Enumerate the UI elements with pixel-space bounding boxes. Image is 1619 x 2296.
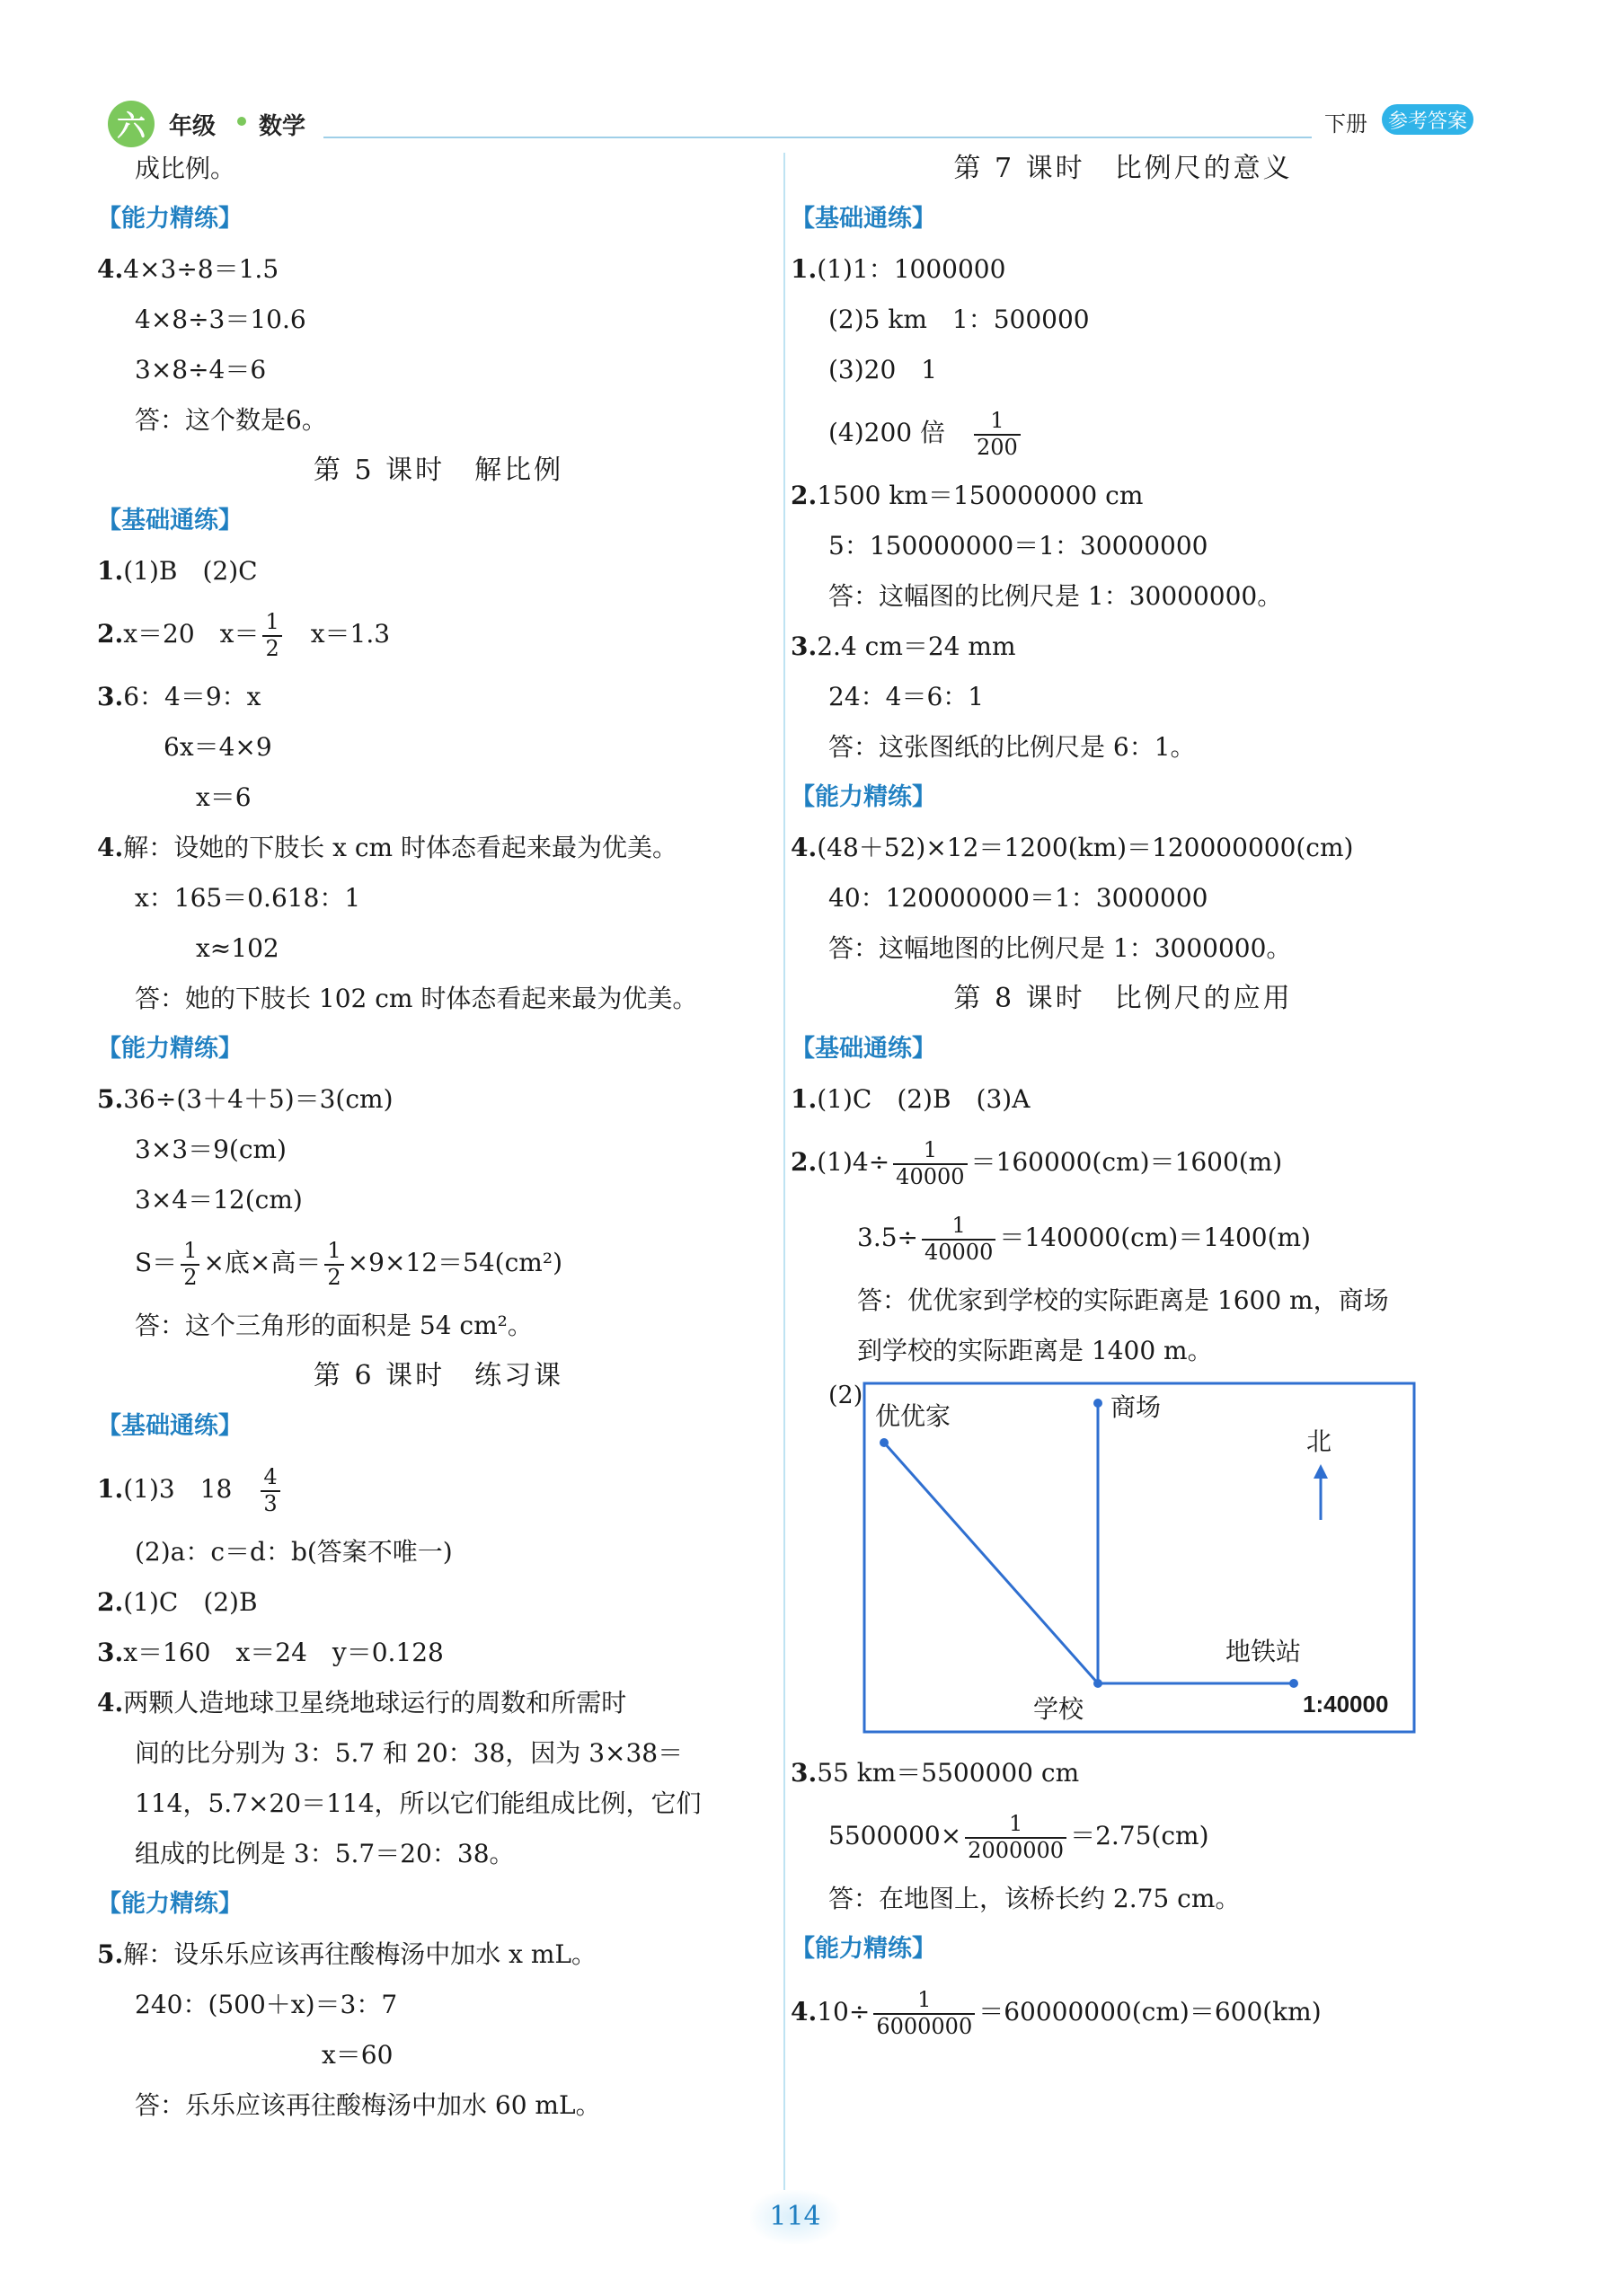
answer-line: x：165＝0.618：1	[135, 883, 361, 913]
numerator: 1	[183, 1237, 198, 1263]
answer-statement: 答：在地图上，该桥长约 2.75 cm。	[828, 1884, 1241, 1913]
scale-map	[863, 1382, 1420, 1737]
lesson-title: 第 7 课时 比例尺的意义	[953, 153, 1293, 184]
answer-statement: 答：优优家到学校的实际距离是 1600 m，商场	[857, 1285, 1389, 1315]
fraction	[181, 1239, 199, 1290]
answer-line: 240：(500＋x)＝3：7	[135, 1990, 398, 2019]
denominator: 3	[261, 1490, 279, 1517]
map-question-label: (2)	[828, 1382, 863, 1409]
question-number: 2.	[791, 1147, 818, 1177]
answer-text: (48＋52)×12＝1200(km)＝120000000(cm)	[817, 833, 1354, 862]
answer-line: 114，5.7×20＝114，所以它们能组成比例，它们	[135, 1788, 702, 1818]
answer-text: (1)3 18	[123, 1474, 258, 1504]
grade-label: 年级	[169, 113, 217, 140]
answer-line	[97, 596, 780, 672]
answer-text: (1)4÷	[817, 1147, 890, 1177]
fraction	[974, 409, 1021, 460]
answer-line: 4×8÷3＝10.6	[135, 305, 306, 334]
section-heading: 【基础通练】	[97, 1412, 243, 1440]
header-dot-icon	[237, 117, 246, 126]
section-heading: 【基础通练】	[791, 205, 936, 233]
numerator: 1	[1008, 1810, 1023, 1836]
answer-line: 3×3＝9(cm)	[135, 1135, 287, 1164]
answer-line	[97, 1678, 780, 1728]
question-number: 3.	[791, 1758, 818, 1788]
answer-text: (1)B (2)C	[123, 556, 258, 586]
answer-line	[97, 1225, 780, 1301]
answer-text: ×底×高＝	[203, 1248, 322, 1277]
fraction	[922, 1214, 995, 1265]
answer-text: x＝1.3	[285, 619, 391, 649]
answer-statement: 答：这个数是6。	[135, 405, 327, 435]
answer-text: 10÷	[817, 1997, 871, 2027]
denominator: 6000000	[873, 2013, 975, 2040]
answer-text: ＝140000(cm)＝1400(m)	[999, 1223, 1311, 1252]
question-number: 4.	[97, 254, 124, 284]
answer-text: 解：设她的下肢长 x cm 时体态看起来最为优美。	[123, 833, 677, 862]
denominator: 2	[181, 1264, 199, 1291]
answer-text: ＝60000000(cm)＝600(km)	[978, 1997, 1322, 2027]
question-number: 1.	[791, 1084, 818, 1114]
answer-line: 6x＝4×9	[164, 732, 272, 762]
answer-line	[791, 1798, 1455, 1874]
answer-text: ＝2.75(cm)	[1070, 1821, 1209, 1850]
answer-line: 24：4＝6：1	[828, 682, 985, 711]
denominator: 2000000	[965, 1837, 1066, 1864]
answer-key-badge: 参考答案	[1382, 104, 1473, 135]
answer-statement: 到学校的实际距离是 1400 m。	[857, 1336, 1213, 1365]
question-number: 2.	[791, 481, 818, 510]
answer-line: 3×8÷4＝6	[135, 355, 267, 384]
left-column	[97, 144, 780, 2224]
section-heading: 【能力精练】	[791, 1935, 936, 1963]
answer-line	[97, 546, 780, 596]
north-arrowhead-icon	[1314, 1464, 1328, 1479]
answer-line: x＝60	[322, 2040, 394, 2070]
answer-line	[791, 395, 1455, 471]
answer-text: (1)1：1000000	[817, 254, 1006, 284]
answer-line	[791, 622, 1455, 672]
subway-label: 地铁站	[1225, 1637, 1302, 1666]
answer-line	[97, 1452, 780, 1527]
question-number: 2.	[97, 619, 124, 649]
answer-text: ＝160000(cm)＝1600(m)	[970, 1147, 1283, 1177]
question-number: 5.	[97, 1939, 124, 1969]
question-number: 4.	[791, 1997, 818, 2027]
map-figure	[791, 1376, 1455, 1743]
answer-line	[97, 1930, 780, 1980]
answer-text: 55 km＝5500000 cm	[817, 1758, 1080, 1788]
subway-point	[1289, 1679, 1298, 1688]
question-number: 5.	[97, 1084, 124, 1114]
grade-badge: 六	[108, 101, 155, 147]
answer-line	[791, 471, 1455, 521]
denominator: 2	[262, 635, 281, 662]
answer-line: x＝6	[196, 782, 252, 812]
map-frame	[864, 1383, 1414, 1732]
answer-text: 3.5÷	[857, 1223, 918, 1252]
home-label: 优优家	[875, 1401, 951, 1431]
answer-line: 间的比分别为 3：5.7 和 20：38，因为 3×38＝	[135, 1738, 684, 1768]
answer-text: (1)C (2)B	[123, 1587, 258, 1617]
volume-label: 下册	[1324, 111, 1367, 137]
answer-line: x≈102	[196, 933, 279, 963]
answer-line	[791, 244, 1455, 295]
section-heading: 【基础通练】	[791, 1035, 936, 1063]
answer-text: 36÷(3＋4＋5)＝3(cm)	[123, 1084, 394, 1114]
question-number: 1.	[791, 254, 818, 284]
answer-text: 6：4＝9：x	[123, 682, 261, 711]
answer-line	[791, 1974, 1455, 2050]
home-point	[880, 1438, 889, 1447]
answer-text: (1)C (2)B (3)A	[817, 1084, 1031, 1114]
denominator: 200	[974, 434, 1021, 461]
answer-line	[97, 1628, 780, 1678]
answer-line: (3)20 1	[828, 355, 938, 384]
mall-point	[1093, 1399, 1102, 1408]
numerator: 1	[917, 1986, 932, 2012]
answer-text: x＝20 x＝	[123, 619, 260, 649]
fraction	[324, 1239, 343, 1290]
question-number: 3.	[791, 631, 818, 661]
answer-text: 4×3÷8＝1.5	[123, 254, 279, 284]
answer-statement: 答：这幅图的比例尺是 1：30000000。	[828, 581, 1283, 611]
answer-line: 3×4＝12(cm)	[135, 1185, 303, 1214]
question-number: 3.	[97, 1638, 124, 1667]
lesson-title: 第 5 课时 解比例	[313, 455, 564, 486]
answer-line	[791, 1200, 1455, 1276]
answer-line	[97, 1074, 780, 1125]
map-scale-label: 1:40000	[1303, 1691, 1389, 1718]
numerator: 1	[923, 1136, 937, 1162]
fraction	[873, 1988, 975, 2039]
numerator: 1	[990, 407, 1004, 433]
right-column	[791, 144, 1455, 2224]
answer-line: (2)5 km 1：500000	[828, 305, 1090, 334]
numerator: 1	[951, 1212, 966, 1238]
fraction	[262, 610, 281, 661]
numerator: 4	[263, 1463, 278, 1489]
header-rule	[323, 137, 1312, 138]
mall-label: 商场	[1110, 1392, 1162, 1422]
question-number: 4.	[97, 1688, 124, 1718]
answer-line	[791, 1074, 1455, 1125]
answer-text: S＝	[135, 1248, 178, 1277]
question-number: 3.	[97, 682, 124, 711]
north-label: 北	[1306, 1426, 1332, 1456]
denominator: 2	[324, 1264, 343, 1291]
lesson-title: 第 6 课时 练习课	[313, 1360, 564, 1391]
answer-line: 40：120000000＝1：3000000	[828, 883, 1208, 913]
answer-statement: 答：她的下肢长 102 cm 时体态看起来最为优美。	[135, 984, 698, 1013]
text-line: 成比例。	[135, 154, 236, 183]
section-heading: 【能力精练】	[97, 205, 243, 233]
answer-line	[791, 823, 1455, 873]
page-header	[0, 0, 1619, 153]
answer-text: 2.4 cm＝24 mm	[817, 631, 1016, 661]
numerator: 1	[265, 608, 279, 634]
answer-line: (2)a：c＝d：b(答案不唯一)	[135, 1537, 453, 1567]
section-heading: 【能力精练】	[791, 783, 936, 811]
school-label: 学校	[1033, 1694, 1084, 1724]
denominator: 40000	[922, 1239, 995, 1266]
answer-line: 组成的比例是 3：5.7＝20：38。	[135, 1839, 515, 1868]
page-number: 114	[750, 2190, 840, 2244]
question-number: 1.	[97, 556, 124, 586]
question-number: 1.	[97, 1474, 124, 1504]
answer-statement: 答：乐乐应该再往酸梅汤中加水 60 mL。	[135, 2090, 601, 2120]
fraction	[965, 1812, 1066, 1863]
school-point	[1093, 1679, 1102, 1688]
lesson-title: 第 8 课时 比例尺的应用	[953, 983, 1293, 1014]
section-heading: 【基础通练】	[97, 507, 243, 534]
answer-statement: 答：这幅地图的比例尺是 1：3000000。	[828, 933, 1292, 963]
column-divider	[783, 153, 785, 2192]
question-number: 4.	[97, 833, 124, 862]
question-number: 4.	[791, 833, 818, 862]
answer-line	[97, 244, 780, 295]
answer-text: ×9×12＝54(cm²)	[347, 1248, 562, 1277]
question-number: 2.	[97, 1587, 124, 1617]
numerator: 1	[327, 1237, 341, 1263]
answer-text: (4)200 倍	[828, 418, 971, 447]
answer-text: 1500 km＝150000000 cm	[817, 481, 1144, 510]
fraction	[893, 1138, 967, 1189]
answer-text: 解：设乐乐应该再往酸梅汤中加水 x mL。	[123, 1939, 597, 1969]
answer-line	[791, 1748, 1455, 1798]
fraction	[261, 1465, 279, 1516]
denominator: 40000	[893, 1163, 967, 1190]
answer-statement: 答：这张图纸的比例尺是 6：1。	[828, 732, 1196, 762]
subject-label: 数学	[259, 113, 306, 140]
section-heading: 【能力精练】	[97, 1035, 243, 1063]
answer-line	[97, 823, 780, 873]
answer-text: 两颗人造地球卫星绕地球运行的周数和所需时	[123, 1688, 627, 1718]
answer-statement: 答：这个三角形的面积是 54 cm²。	[135, 1311, 533, 1340]
answer-line: 5：150000000＝1：30000000	[828, 531, 1208, 561]
answer-line	[791, 1125, 1455, 1200]
route-home-to-school	[884, 1443, 1098, 1683]
answer-text: 5500000×	[828, 1821, 962, 1850]
answer-line	[97, 672, 780, 722]
answer-line	[97, 1577, 780, 1628]
section-heading: 【能力精练】	[97, 1890, 243, 1918]
answer-text: x＝160 x＝24 y＝0.128	[123, 1638, 444, 1667]
